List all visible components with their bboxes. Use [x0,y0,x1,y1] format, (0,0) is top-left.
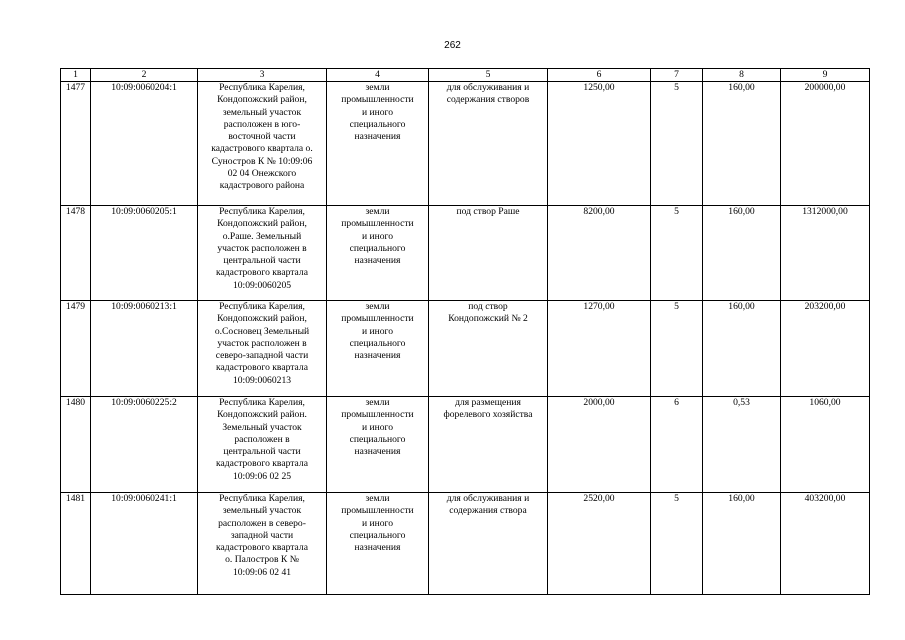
header-cell-6: 6 [548,69,651,82]
header-cell-1: 1 [61,69,91,82]
land-purpose: для размещения форелевого хозяйства [429,397,548,493]
land-category: земли промышленности и иного специального назначения [327,301,429,397]
row-number: 1480 [61,397,91,493]
land-registry-table [60,68,870,595]
rate-value: 160,00 [703,493,781,595]
header-cell-9: 9 [781,69,870,82]
column-7-value: 5 [651,301,703,397]
table-row [61,82,870,206]
land-category: земли промышленности и иного специального назначения [327,397,429,493]
table-row [61,206,870,301]
table-row [61,301,870,397]
land-category: земли промышленности и иного специального назначения [327,206,429,301]
land-purpose: для обслуживания и содержания створа [429,493,548,595]
row-number: 1481 [61,493,91,595]
total-value: 200000,00 [781,82,870,206]
cadastral-number: 10:09:0060225:2 [91,397,198,493]
land-category: земли промышленности и иного специального назначения [327,493,429,595]
header-cell-8: 8 [703,69,781,82]
total-value: 1060,00 [781,397,870,493]
land-purpose: для обслуживания и содержания створов [429,82,548,206]
table-header-row [61,69,870,82]
area-value: 2520,00 [548,493,651,595]
cadastral-number: 10:09:0060213:1 [91,301,198,397]
rate-value: 0,53 [703,397,781,493]
land-purpose: под створ Кондопожский № 2 [429,301,548,397]
area-value: 2000,00 [548,397,651,493]
header-cell-7: 7 [651,69,703,82]
page-number: 262 [444,40,461,51]
column-7-value: 6 [651,397,703,493]
table-row [61,397,870,493]
location-description: Республика Карелия, Кондопожский район, о.Раше. Земельный участок расположен в центральной части кадастрового квартала 10:09:0060205 [198,206,327,301]
header-cell-3: 3 [198,69,327,82]
location-description: Республика Карелия, Кондопожский район. Земельный участок расположен в центральной части кадастрового квартала 10:09:06 02 25 [198,397,327,493]
total-value: 403200,00 [781,493,870,595]
rate-value: 160,00 [703,82,781,206]
rate-value: 160,00 [703,206,781,301]
table-row [61,493,870,595]
cadastral-number: 10:09:0060204:1 [91,82,198,206]
land-category: земли промышленности и иного специального назначения [327,82,429,206]
location-description: Республика Карелия, Кондопожский район, о.Сосновец Земельный участок расположен в северо-западной части кадастрового квартала 10:09:0060213 [198,301,327,397]
row-number: 1477 [61,82,91,206]
row-number: 1479 [61,301,91,397]
cadastral-number: 10:09:0060241:1 [91,493,198,595]
cadastral-number: 10:09:0060205:1 [91,206,198,301]
rate-value: 160,00 [703,301,781,397]
column-7-value: 5 [651,206,703,301]
area-value: 1270,00 [548,301,651,397]
total-value: 1312000,00 [781,206,870,301]
total-value: 203200,00 [781,301,870,397]
header-cell-4: 4 [327,69,429,82]
area-value: 8200,00 [548,206,651,301]
area-value: 1250,00 [548,82,651,206]
location-description: Республика Карелия, земельный участок расположен в северо- западной части кадастрового квартала о. Палостров К № 10:09:06 02 41 [198,493,327,595]
location-description: Республика Карелия, Кондопожский район, земельный участок расположен в юго- восточной части кадастрового квартала о. Суностров К № 10:09:06 02 04 Онежского кадастрового района [198,82,327,206]
header-cell-5: 5 [429,69,548,82]
header-cell-2: 2 [91,69,198,82]
column-7-value: 5 [651,82,703,206]
row-number: 1478 [61,206,91,301]
column-7-value: 5 [651,493,703,595]
land-purpose: под створ Раше [429,206,548,301]
